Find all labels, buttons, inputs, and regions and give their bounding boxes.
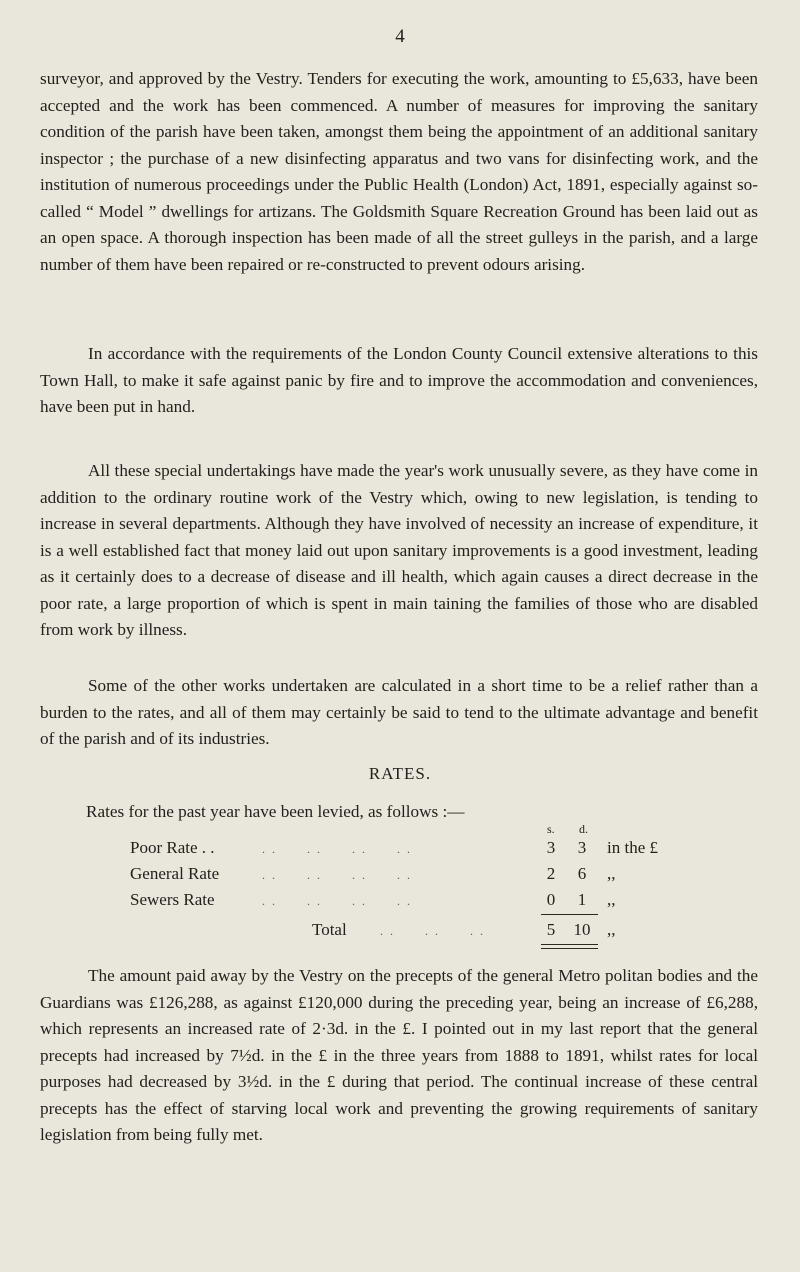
rate-pence: 6 [577,864,587,883]
rate-unit: ,, [607,890,616,909]
paragraph-other-works: Some of the other works undertaken are calculated in a short time to be a relief rather than a burden to the rates, and all of them may certainly be said to tend to the ultimate advantage and benefit of the parish and of its industries. [40,676,758,748]
paragraph-surveyor: surveyor, and approved by the Vestry. Tenders for executing the work, amounting to £5,633, have been accepted and the work has been commenced. A number of measures for improving the sanitary condition of the parish have been taken, amongst them being the appointment of an additional sanitary inspector ; the purchase of a new disinfecting apparatus and two vans for disinfecting work, and the institution of numerous proceedings under the Public Health (London) Act, 1891, especially against so-called “ Model ” dwellings for artizans. The Goldsmith Square Recreation Ground has been laid out as an open space. A thorough inspection has been made of all the street gulleys in the parish, and a large number of them have been repaired or re-constructed to prevent odours arising. [40,69,758,274]
total-shillings: 5 [546,920,556,939]
rate-label: Poor Rate . . [130,838,215,857]
rate-unit: ,, [607,864,616,883]
leader-dots: . . . . . . . . [262,894,412,908]
unit-shillings: s. [547,822,555,836]
rates-intro: Rates for the past year have been levied, as follows :— [86,802,465,821]
rate-shillings: 0 [546,890,556,909]
paragraph-precepts: The amount paid away by the Vestry on the precepts of the general Metro politan bodies and the Guardians was £126,288, as against £120,000 during the preceding year, being an increase of £6,288, which represents an increased rate of 2·3d. in the £. I pointed out in my last report that the general precepts had increased by 7½d. in the £ in the three years from 1888 to 1891, whilst rates for local purposes had decreased by 3½d. in the £ during that period. The continual increase of these central precepts has the effect of starving local work and preventing the growing requirements of sanitary legislation from being fully met. [40,966,758,1144]
subtotal-rule [541,914,598,915]
rate-shillings: 2 [546,864,556,883]
total-double-rule [541,944,598,949]
leader-dots: . . . . . . [380,924,485,938]
rate-label: Sewers Rate [130,890,215,909]
rate-unit: in the £ [607,838,658,857]
leader-dots: . . . . . . . . [262,842,412,856]
unit-pence: d. [579,822,588,836]
rate-row-poor [0,838,800,860]
rate-label: General Rate [130,864,220,883]
total-unit: ,, [607,920,616,939]
rate-row-sewers [0,890,800,912]
rate-pence: 3 [577,838,587,857]
paragraph-special-undertakings: All these special undertakings have made the year's work unusually severe, as they have come in addition to the ordinary routine work of the Vestry which, owing to new legislation, is tending to increase in several departments. Although they have involved of necessity an increase of expenditure, it is a well established fact that money laid out upon sanitary improvements is a good investment, leading as it certainly does to a decrease of disease and ill health, which again causes a direct decrease in the poor rate, a large proportion of which is spent in main taining the families of those who are disabled from work by illness. [40,461,758,639]
page-number: 4 [395,26,405,47]
paragraph-town-hall: In accordance with the requirements of the London County Council extensive alterations to this Town Hall, to make it safe against panic by fire and to improve the accommodation and conveniences, have been put in hand. [40,344,758,416]
total-pence: 10 [573,920,591,939]
rate-row-general [0,864,800,886]
leader-dots: . . . . . . . . [262,868,412,882]
total-label: Total [312,920,347,939]
rate-shillings: 3 [546,838,556,857]
rate-row-total [0,920,800,942]
rate-pence: 1 [577,890,587,909]
rates-heading: RATES. [368,764,432,783]
rates-table [0,822,800,939]
